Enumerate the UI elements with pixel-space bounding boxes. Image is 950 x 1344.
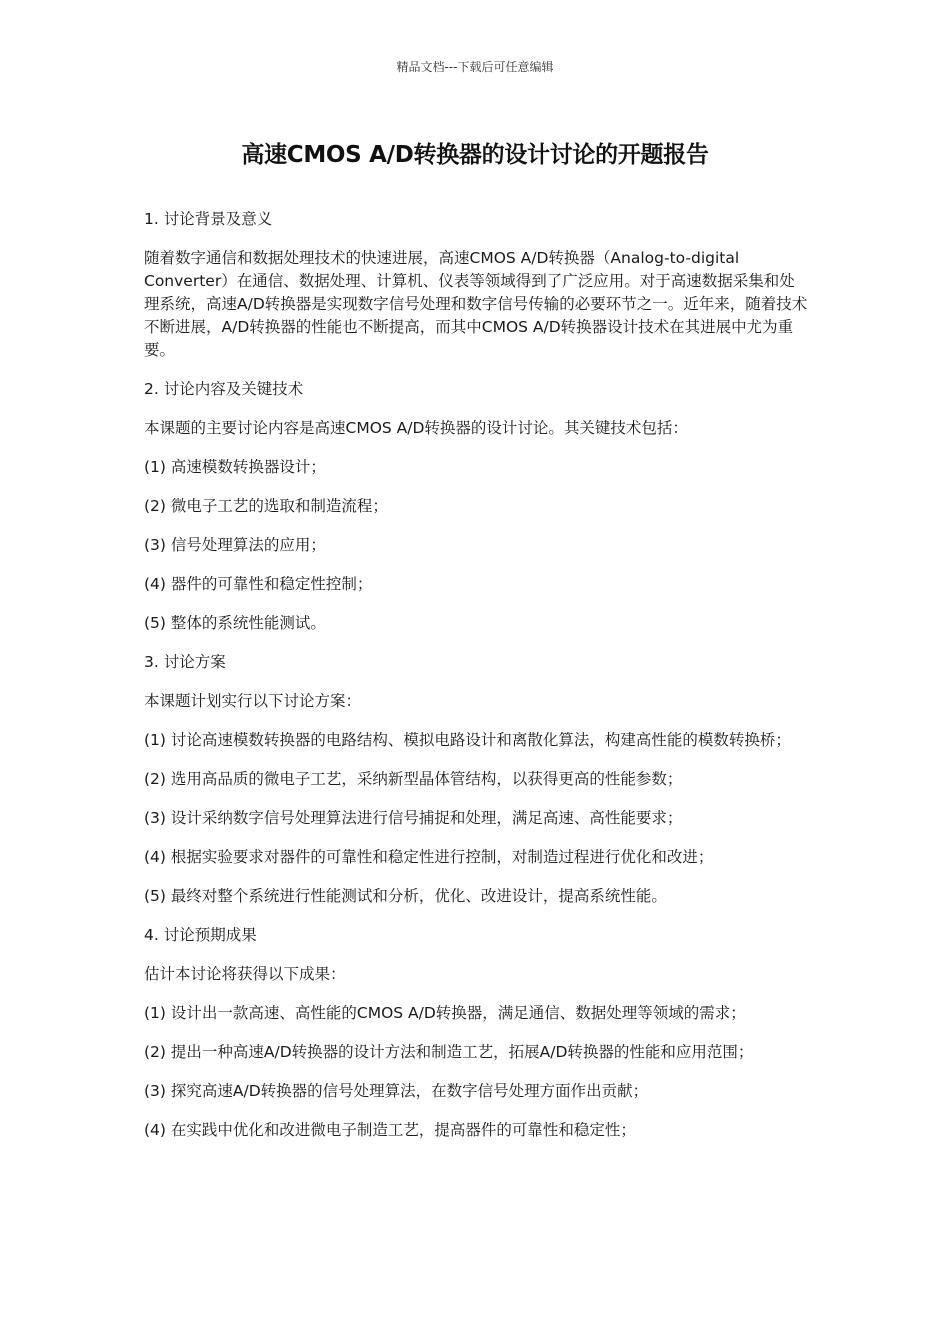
paragraph-background: 随着数字通信和数据处理技术的快速进展，高速CMOS A/D转换器（Analog-to-digital Converter）在通信、数据处理、计算机、仪表等领域得到了广泛应用。对于高速数据采集和处理系统，高速A/D转换器是实现数字信号处理和数字信号传输的必要环节之一。近年来，随着技术不断进展，A/D转换器的性能也不断提高，而其中CMOS A/D转换器设计技术在其进展中尤为重要。 (144, 249, 808, 359)
list-item-plan-2: (2) 选用高品质的微电子工艺，采纳新型晶体管结构，以获得更高的性能参数； (144, 770, 683, 788)
section-heading-plan: 3. 讨论方案 (144, 653, 226, 671)
page-header-note: 精品文档---下载后可任意编辑 (396, 60, 554, 74)
list-item-plan-1: (1) 讨论高速模数转换器的电路结构、模拟电路设计和离散化算法，构建高性能的模数转换桥； (144, 731, 791, 749)
list-item-tech-1: (1) 高速模数转换器设计； (144, 458, 326, 476)
list-item-tech-5: (5) 整体的系统性能测试。 (144, 614, 326, 632)
document-title: 高速CMOS A/D转换器的设计讨论的开题报告 (241, 142, 709, 168)
paragraph-content-intro: 本课题的主要讨论内容是高速CMOS A/D转换器的设计讨论。其关键技术包括： (144, 419, 688, 437)
section-heading-content: 2. 讨论内容及关键技术 (144, 380, 304, 398)
list-item-tech-3: (3) 信号处理算法的应用； (144, 536, 326, 554)
list-item-plan-5: (5) 最终对整个系统进行性能测试和分析，优化、改进设计，提高系统性能。 (144, 887, 667, 905)
list-item-outcome-3: (3) 探究高速A/D转换器的信号处理算法，在数字信号处理方面作出贡献； (144, 1082, 649, 1100)
list-item-plan-3: (3) 设计采纳数字信号处理算法进行信号捕捉和处理，满足高速、高性能要求； (144, 809, 683, 827)
list-item-tech-2: (2) 微电子工艺的选取和制造流程； (144, 497, 388, 515)
list-item-outcome-4: (4) 在实践中优化和改进微电子制造工艺，提高器件的可靠性和稳定性； (144, 1121, 636, 1139)
list-item-tech-4: (4) 器件的可靠性和稳定性控制； (144, 575, 373, 593)
section-heading-background: 1. 讨论背景及意义 (144, 210, 273, 228)
list-item-outcome-1: (1) 设计出一款高速、高性能的CMOS A/D转换器，满足通信、数据处理等领域的需求； (144, 1004, 746, 1022)
section-heading-outcomes: 4. 讨论预期成果 (144, 926, 257, 944)
list-item-outcome-2: (2) 提出一种高速A/D转换器的设计方法和制造工艺，拓展A/D转换器的性能和应用范围； (144, 1043, 754, 1061)
paragraph-outcomes-intro: 估计本讨论将获得以下成果： (144, 965, 346, 983)
paragraph-plan-intro: 本课题计划实行以下讨论方案： (144, 692, 362, 710)
list-item-plan-4: (4) 根据实验要求对器件的可靠性和稳定性进行控制，对制造过程进行优化和改进； (144, 848, 714, 866)
document-body (144, 208, 809, 1158)
